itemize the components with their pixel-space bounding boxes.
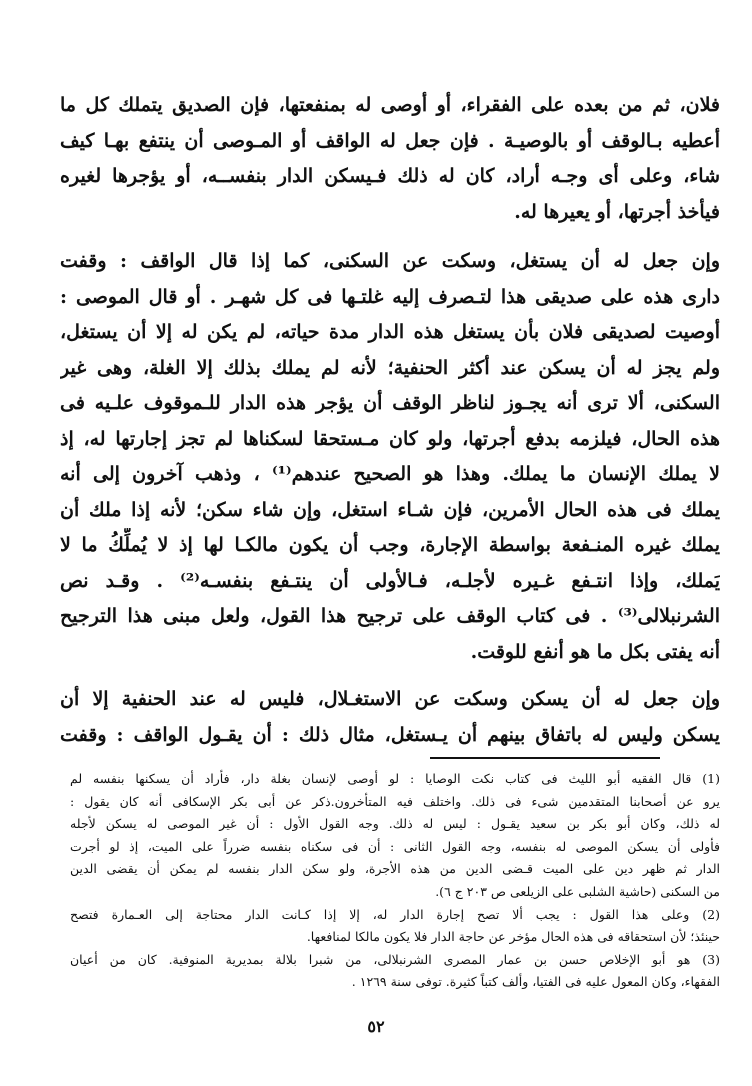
- footnotes: [70, 768, 720, 994]
- footnote-divider: [430, 757, 660, 759]
- text-line: دارى هذه على صديقى هذا لتـصرف إليه غلتـها فى كل شهـر . أو قال الموصى :: [60, 285, 720, 308]
- text-line: أنه يفتى بكل ما هو أنفع للوقت.: [470, 640, 720, 663]
- text-line: وإن جعل له أن يستغل، وسكت عن السكنى، كما إذا قال الواقف : وقفت: [60, 250, 720, 272]
- text-line: أوصيت لصديقى فلان بأن يستغل هذه الدار مدة حياته، لم يكن له إلا أن يستغل،: [60, 321, 720, 343]
- text-line: وإن جعل له أن يسكن وسكت عن الاستغـلال، فليس له عند الحنفية إلا أن: [60, 688, 720, 710]
- footnote-line: (3) هو أبو الإخلاص حسن بن عمار المصرى الشرنبلالى، من شبرا بلالة بمديرية المنوفية. كان من أعيان: [70, 951, 720, 967]
- text-line: فلان، ثم من بعده على الفقراء، أو أوصى له بمنفعتها، فإن الصديق يتملك كل ما: [60, 94, 720, 116]
- footnote-line: الفقهاء، وكان المعول عليه فى الفتيا، وألف كتباً كثيرة. توفى سنة ١٢٦٩ .: [351, 974, 720, 990]
- text-line: يملك فى هذه الحال الأمرين، فإن شـاء استغل، وإن شاء سكن؛ لأنه إذا ملك أن: [60, 498, 720, 521]
- text-line: ولم يجز له أن يسكن عند أكثر الحنفية؛ لأنه لم يملك بذلك إلا الغلة، وهى غير: [60, 356, 720, 379]
- footnote: [70, 768, 720, 904]
- text-line: يَملك، وإذا انتـفع غـيره لأجلـه، فـالأولى أن ينتـفع بنفسـه⁽²⁾ . وقـد نص: [60, 569, 720, 592]
- paragraph: [60, 88, 720, 230]
- footnote-line: له ذلك، وكان أبو بكر بن سعيد يقـول : ليس له ذلك. وجه القول الأول : أن غير الموصى له يسكن لأجله: [70, 816, 720, 832]
- footnote-line: فأولى أن يسكن الموصى له بنفسه، وجه القول الثانى : أن فى سكناه بنفسه ضرراً على الميت، إذ لو أجرت: [70, 838, 720, 854]
- footnote-line: حينئذ؛ لأن استحقاقه فى هذه الحال مؤخر عن حاجة الدار فلا يكون مالكا لمنافعها.: [306, 929, 720, 945]
- footnote-line: الدار ثم ظهر دين على الميت قـضى الدين من هذه الأجرة، ولو سكن الدار بنفسه لم يمكن أن يقضى الدين: [70, 861, 720, 877]
- page-number: ٥٢: [367, 1017, 385, 1036]
- footnote: [70, 949, 720, 994]
- text-line: يسكن وليس له باتفاق بينهم أن يـستغل، مثال ذلك : أن يقـول الواقف : وقفت: [60, 723, 720, 746]
- footnote-line: يرو عن أصحابنا المتقدمين شىء فى ذلك. واختلف فيه المتأخرون.ذكر عن أبى بكر الإسكافى أنه كان يقول :: [70, 793, 720, 809]
- text-line: فيأخذ أجرتها، أو يعيرها له.: [514, 200, 720, 223]
- text-line: الشرنبلالى⁽³⁾ . فى كتاب الوقف على ترجيح هذا القول، ولعل مبنى هذا الترجيح: [60, 605, 720, 627]
- text-line: لا يملك الإنسان ما يملك. وهذا هو الصحيح عندهم⁽¹⁾ ، وذهب آخرون إلى أنه: [60, 463, 720, 485]
- text-line: السكنى، ألا ترى أنه يجـوز لناظر الوقف أن يؤجر هذه الدار للـموقوف علـيه فى: [60, 392, 720, 414]
- paragraph: [60, 682, 720, 753]
- footnote-line: من السكنى (حاشية الشلبى على الزيلعى ص ٢٠٣ ج ٦).: [435, 883, 720, 899]
- text-line: أعطيه بـالوقف أو بالوصيـة . فإن جعل له الواقف أو المـوصى أن ينتفع بهـا كيف: [60, 129, 720, 152]
- footnote-line: (2) وعلى هذا القول : يجب ألا تصح إجارة الدار له، إلا إذا كـانت الدار محتاجة إلى العـمارة فتصح: [70, 906, 720, 922]
- text-line: يملك غيره المنـفعة بواسطة الإجارة، وجب أن يكون مالكـا لها إذ لا يُملِّكُ ما لا: [60, 534, 720, 556]
- text-line: شاء، وعلى أى وجـه أراد، كان له ذلك فـيسكن الدار بنفســه، أو يؤجرها لغيره: [60, 165, 720, 187]
- footnote-line: (1) قال الفقيه أبو الليث فى كتاب نكت الوصايا : لو أوصى لإنسان بغلة دار، فأراد أن يسكنها بنفسه لم: [70, 771, 720, 786]
- text-line: هذه الحال، فيلزمه بدفع أجرتها، ولو كان مـستحقا لسكناها لم تجز إجارتها له، إذ: [60, 427, 720, 450]
- main-text: [60, 88, 720, 769]
- paragraph: [60, 244, 720, 670]
- footnote: [70, 904, 720, 949]
